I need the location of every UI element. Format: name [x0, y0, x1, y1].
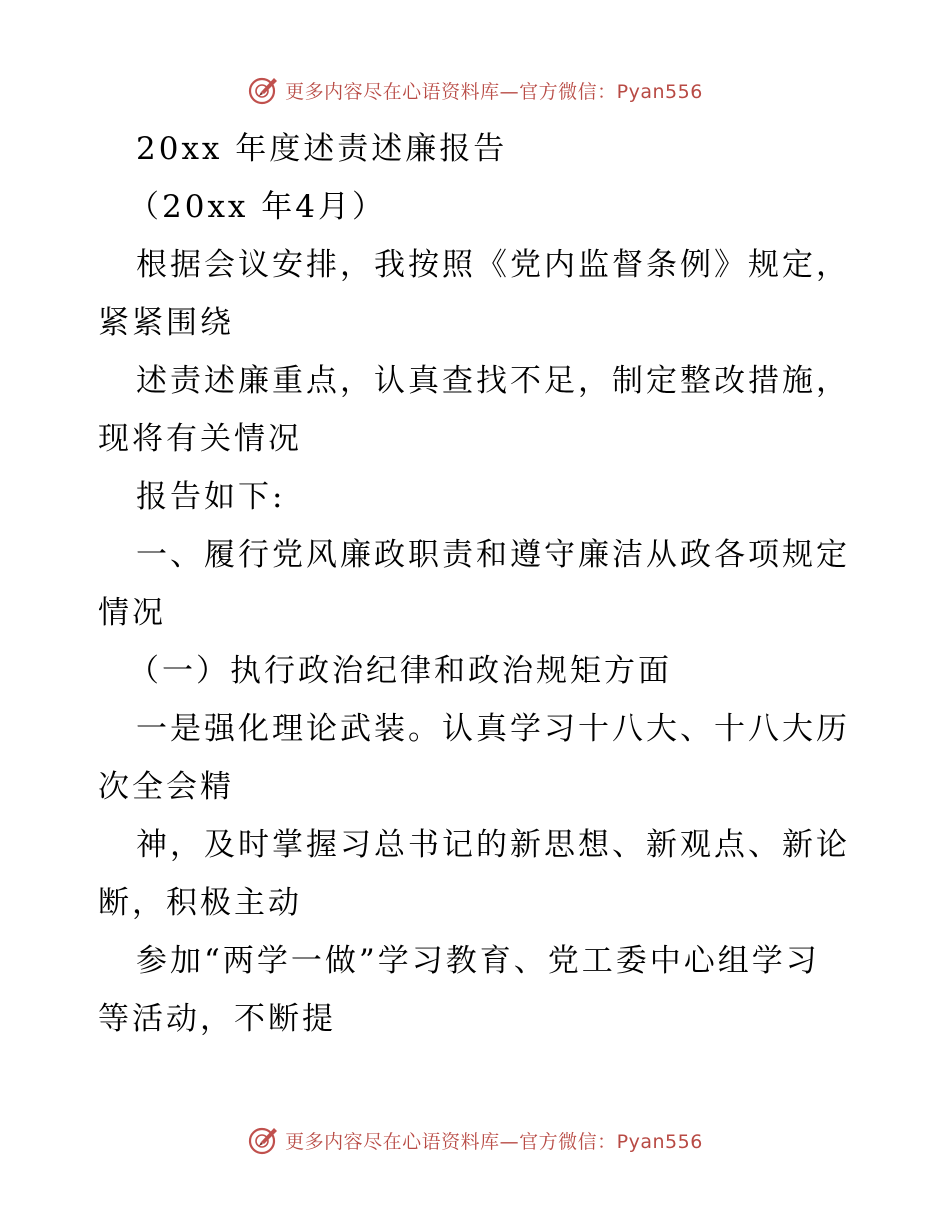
paragraph-line: 次全会精 [98, 769, 234, 805]
paragraph-line: 紧紧围绕 [98, 305, 234, 341]
paragraph-line: 根据会议安排，我按照《党内监督条例》规定， [136, 247, 850, 283]
section-heading: 一、履行党风廉政职责和遵守廉洁从政各项规定 [136, 537, 850, 573]
paragraph-line: 断，积极主动 [98, 885, 302, 921]
pen-logo-icon [247, 1124, 279, 1156]
section-heading-cont: 情况 [98, 595, 166, 631]
pen-logo-icon [247, 74, 279, 106]
subsection-heading: （一）执行政治纪律和政治规矩方面 [128, 653, 672, 689]
header-watermark-banner [0, 70, 950, 110]
paragraph-line: 述责述廉重点，认真查找不足，制定整改措施， [136, 363, 850, 399]
paragraph-line: 参加“两学一做”学习教育、党工委中心组学习 [136, 943, 820, 979]
header-watermark-text: 更多内容尽在心语资料库—官方微信：Pyan556 [285, 80, 703, 103]
paragraph-line: 等活动，不断提 [98, 1001, 336, 1037]
paragraph-line: 报告如下: [136, 479, 286, 515]
paragraph-line: 一是强化理论武装。认真学习十八大、十八大历 [136, 711, 850, 747]
document-body [98, 120, 858, 1048]
paragraph-line: 神，及时掌握习总书记的新思想、新观点、新论 [136, 827, 850, 863]
document-title: 20xx 年度述责述廉报告 [136, 131, 508, 167]
footer-watermark-banner [0, 1120, 950, 1160]
paragraph-line: 现将有关情况 [98, 421, 302, 457]
document-date: （20xx 年4月） [128, 189, 386, 225]
footer-watermark-text: 更多内容尽在心语资料库—官方微信：Pyan556 [285, 1130, 703, 1153]
